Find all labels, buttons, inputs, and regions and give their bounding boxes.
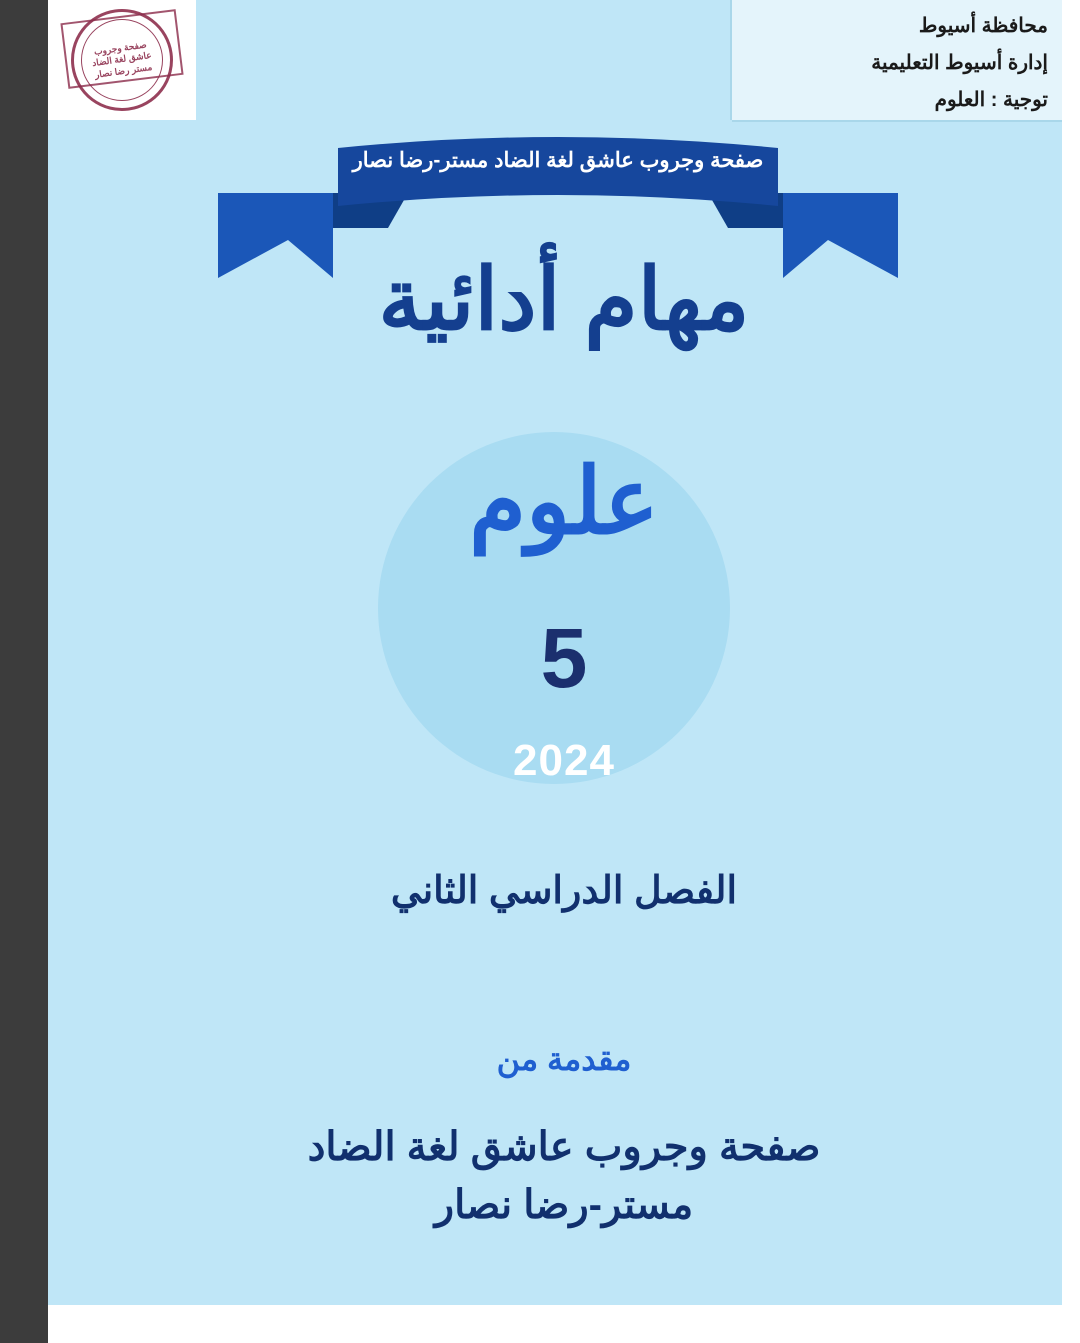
grade-number: 5 (540, 611, 588, 705)
credit-line-1: صفحة وجروب عاشق لغة الضاد (307, 1125, 821, 1169)
credit-block (48, 1118, 1080, 1234)
header-line-subject-guidance: توجية : العلوم (934, 89, 1048, 111)
ribbon-text: صفحة وجروب عاشق لغة الضاد مستر-رضا نصار (352, 149, 764, 172)
header-line-governorate: محافظة أسيوط (918, 15, 1048, 37)
credit-line-2: مستر-رضا نصار (434, 1183, 694, 1227)
term-label: الفصل الدراسي الثاني (390, 870, 738, 912)
header-line-directorate: إدارة أسيوط التعليمية (871, 52, 1048, 74)
presented-by-label: مقدمة من (496, 1041, 632, 1077)
year-label: 2024 (513, 736, 615, 785)
document-page (48, 0, 1080, 1343)
stamp-text: صفحة وجروب عاشق لغة الضاد مستر رضا نصار (91, 39, 153, 80)
subject-name: علوم (469, 451, 659, 553)
page-title: مهام أدائية (378, 252, 750, 348)
page-bottom-margin (48, 1305, 1080, 1343)
header-divider-horizontal (732, 120, 1062, 122)
header-info (732, 0, 1062, 120)
official-stamp (48, 0, 196, 120)
